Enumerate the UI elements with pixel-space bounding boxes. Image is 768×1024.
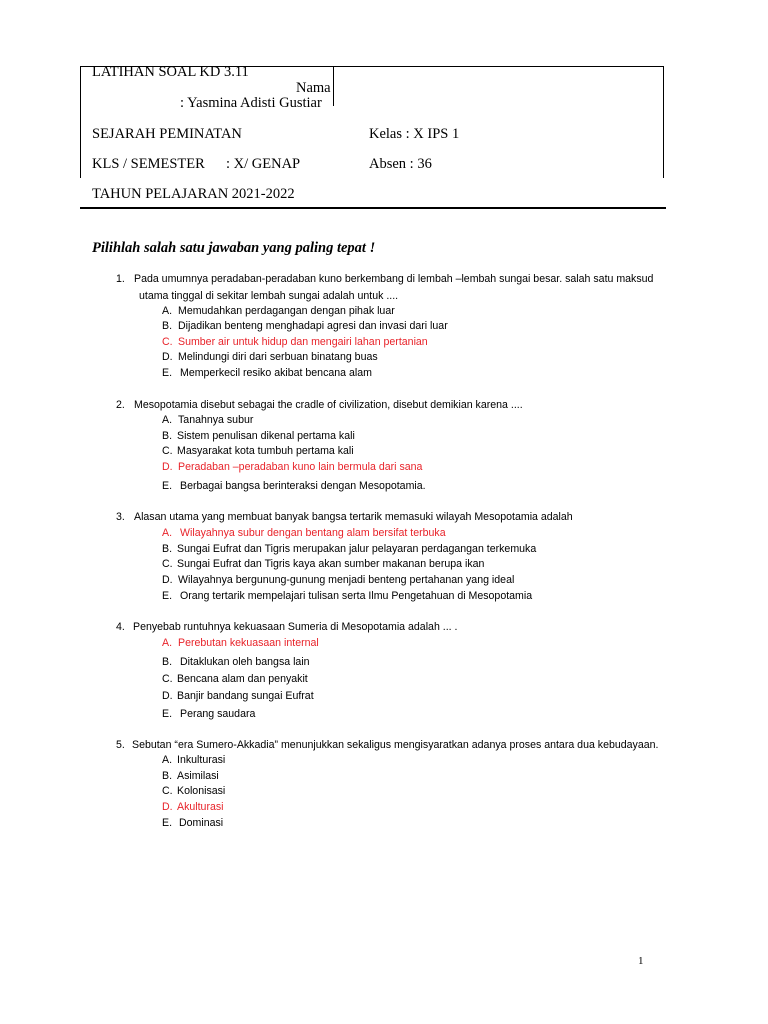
- option-text: Sistem penulisan dikenal pertama kali: [177, 430, 355, 442]
- option-text: Tanahnya subur: [178, 414, 254, 426]
- exam-title: LATIHAN SOAL KD 3.11: [92, 64, 249, 80]
- option-letter: C.: [162, 445, 173, 457]
- option-text: Perang saudara: [180, 708, 256, 720]
- option-letter: B.: [162, 770, 173, 782]
- option-text: Sungai Eufrat dan Tigris merupakan jalur pelayaran perdagangan terkemuka: [177, 543, 537, 555]
- option-text: Berbagai bangsa berinteraksi dengan Mesopotamia.: [180, 480, 426, 492]
- subject-label: SEJARAH PEMINATAN: [92, 126, 242, 142]
- nama-value: : Yasmina Adisti Gustiar: [180, 95, 322, 111]
- absen-label: Absen : 36: [369, 156, 432, 172]
- option-text: Bencana alam dan penyakit: [177, 673, 308, 685]
- option-text: Memperkecil resiko akibat bencana alam: [180, 367, 372, 379]
- option-letter: B.: [162, 430, 173, 442]
- option-text: Dominasi: [179, 817, 224, 829]
- tahun-pelajaran: TAHUN PELAJARAN 2021-2022: [92, 186, 295, 202]
- page-number: 1: [638, 955, 644, 967]
- question-text: Pada umumnya peradaban-peradaban kuno berkembang di lembah –lembah sungai besar. salah satu maksud: [134, 273, 654, 285]
- option-text-answer: Wilayahnya subur dengan bentang alam bersifat terbuka: [180, 527, 446, 539]
- option-text-answer: Perebutan kekuasaan internal: [178, 637, 319, 649]
- option-letter-answer: A.: [162, 637, 173, 649]
- option-text: Memudahkan perdagangan dengan pihak luar: [178, 305, 395, 317]
- nama-label: Nama: [296, 80, 331, 96]
- option-letter-answer: C.: [162, 336, 173, 348]
- kelas-label: Kelas : X IPS 1: [369, 126, 460, 142]
- option-text: Asimilasi: [177, 770, 219, 782]
- option-letter: A.: [162, 414, 173, 426]
- question-text: Sebutan “era Sumero-Akkadia” menunjukkan sekaligus mengisyaratkan adanya proses antara dua kebudayaan.: [132, 739, 659, 751]
- option-letter: D.: [162, 574, 173, 586]
- option-letter: E.: [162, 367, 173, 379]
- option-letter: C.: [162, 558, 173, 570]
- question-number: 2.: [116, 399, 125, 411]
- option-letter: B.: [162, 543, 173, 555]
- kls-semester-value: : X/ GENAP: [226, 156, 301, 172]
- instruction-text: Pilihlah salah satu jawaban yang paling tepat !: [92, 240, 376, 256]
- question-text-continued: utama tinggal di sekitar lembah sungai adalah untuk ....: [139, 290, 399, 302]
- question-number: 4.: [116, 621, 125, 633]
- option-text: Melindungi diri dari serbuan binatang buas: [178, 351, 378, 363]
- option-letter: B.: [162, 656, 173, 668]
- header-right-border: [663, 66, 664, 178]
- question-text: Alasan utama yang membuat banyak bangsa tertarik memasuki wilayah Mesopotamia adalah: [134, 511, 573, 523]
- option-text: Kolonisasi: [177, 785, 226, 797]
- option-letter: E.: [162, 708, 173, 720]
- option-letter-answer: D.: [162, 461, 173, 473]
- option-text: Banjir bandang sungai Eufrat: [177, 690, 314, 702]
- option-letter: A.: [162, 754, 173, 766]
- option-text-answer: Sumber air untuk hidup dan mengairi lahan pertanian: [178, 336, 428, 348]
- option-letter: E.: [162, 480, 173, 492]
- option-letter: D.: [162, 690, 173, 702]
- option-text: Ditaklukan oleh bangsa lain: [180, 656, 310, 668]
- option-letter-answer: A.: [162, 527, 173, 539]
- option-text: Inkulturasi: [177, 754, 226, 766]
- question-number: 3.: [116, 511, 125, 523]
- option-text: Masyarakat kota tumbuh pertama kali: [177, 445, 354, 457]
- kls-semester-label: KLS / SEMESTER: [92, 156, 205, 172]
- option-text: Sungai Eufrat dan Tigris kaya akan sumber makanan berupa ikan: [177, 558, 485, 570]
- question-number: 1.: [116, 273, 125, 285]
- option-letter: A.: [162, 305, 173, 317]
- header-bottom-divider: [80, 207, 666, 209]
- option-letter: E.: [162, 590, 173, 602]
- option-letter: D.: [162, 351, 173, 363]
- option-text-answer: Peradaban –peradaban kuno lain bermula dari sana: [178, 461, 423, 473]
- question-text: Mesopotamia disebut sebagai the cradle of civilization, disebut demikian karena ....: [134, 399, 523, 411]
- header-left-border: [80, 66, 81, 178]
- option-letter: B.: [162, 320, 173, 332]
- header-middle-border: [333, 66, 334, 106]
- option-letter: C.: [162, 673, 173, 685]
- option-letter: C.: [162, 785, 173, 797]
- option-text: Orang tertarik mempelajari tulisan serta Ilmu Pengetahuan di Mesopotamia: [180, 590, 533, 602]
- option-text: Wilayahnya bergunung-gunung menjadi benteng pertahanan yang ideal: [178, 574, 515, 586]
- option-letter-answer: D.: [162, 801, 173, 813]
- option-text: Dijadikan benteng menghadapi agresi dan invasi dari luar: [178, 320, 448, 332]
- question-number: 5.: [116, 739, 125, 751]
- question-text: Penyebab runtuhnya kekuasaan Sumeria di Mesopotamia adalah ... .: [133, 621, 458, 633]
- option-text-answer: Akulturasi: [177, 801, 224, 813]
- option-letter: E.: [162, 817, 173, 829]
